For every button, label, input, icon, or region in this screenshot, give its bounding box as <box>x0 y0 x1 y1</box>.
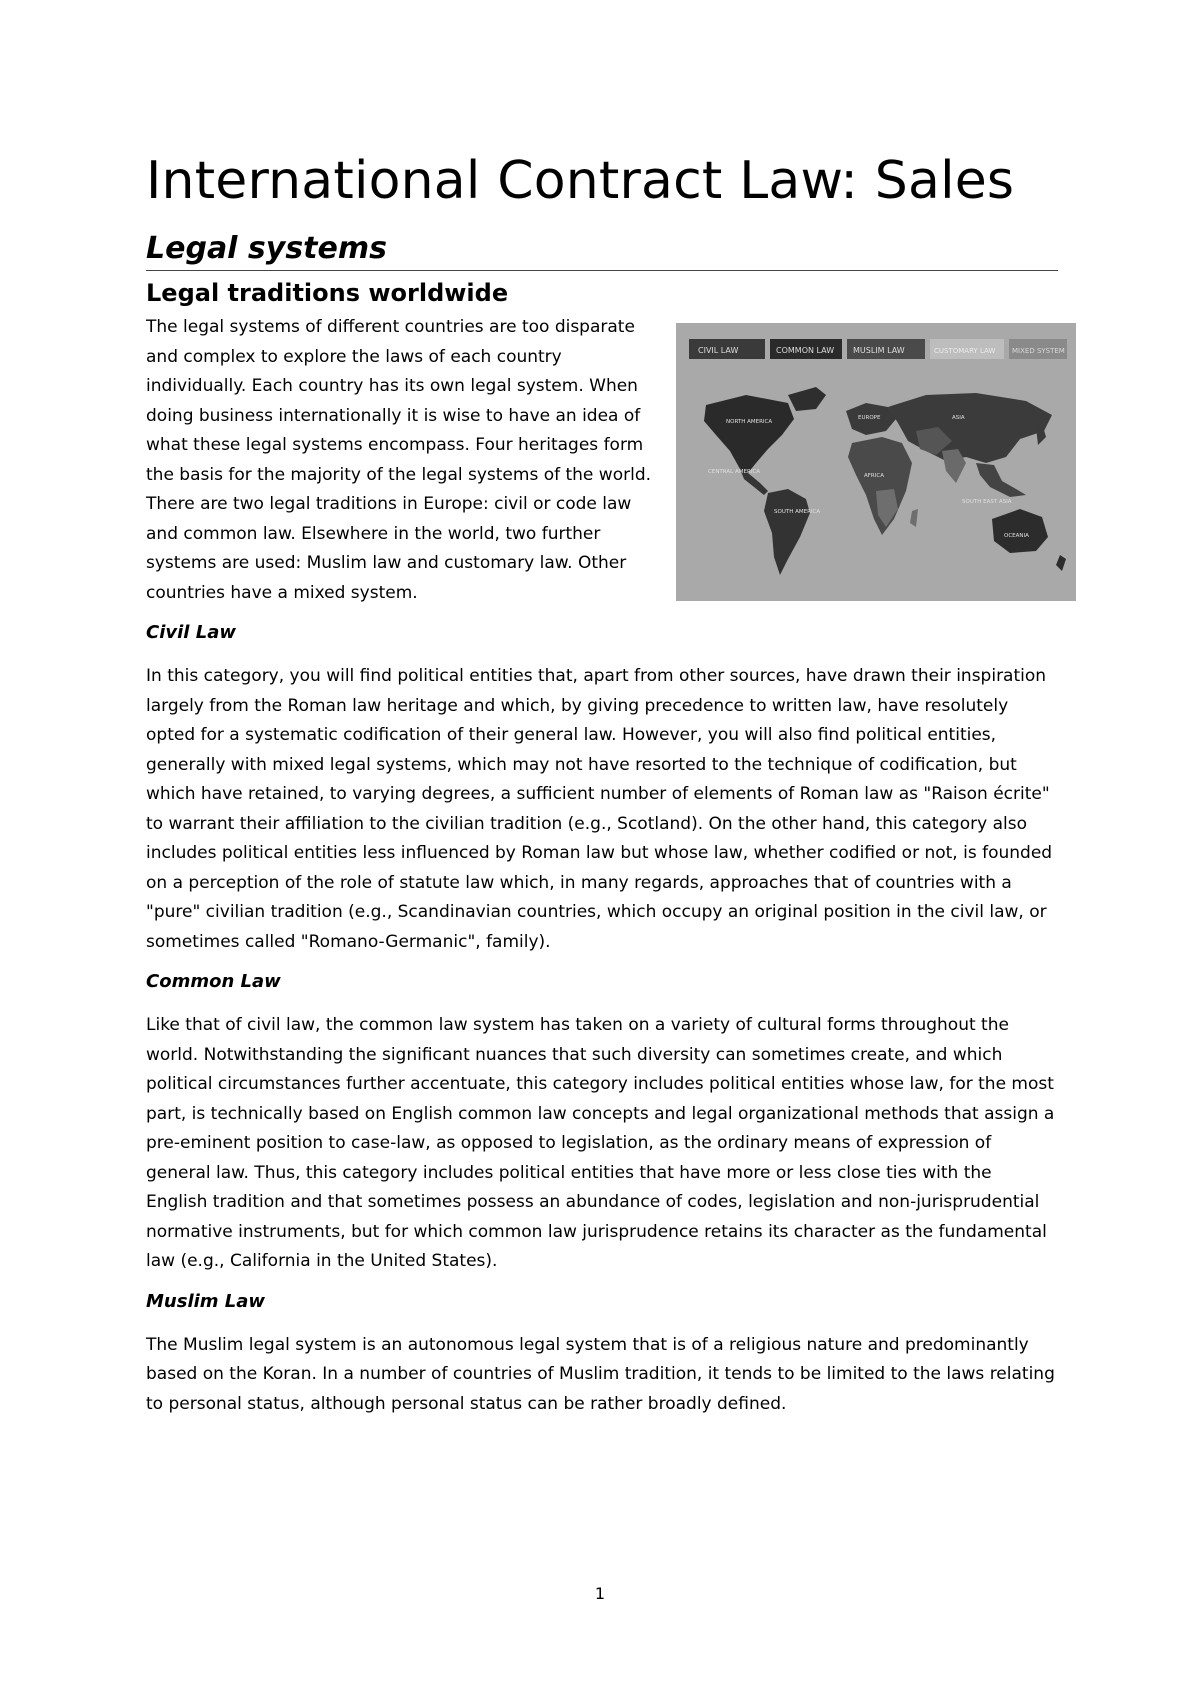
legend-civil-law: CIVIL LAW <box>698 346 739 355</box>
legend-common-law: COMMON LAW <box>776 346 835 355</box>
label-africa: AFRICA <box>864 473 884 479</box>
civil-law-paragraph: In this category, you will find political entities that, apart from other sources, have drawn their inspiration largely from the Roman law heritage and which, by giving precedence to written law, have resolutely opted for a systematic codification of their general law. However, you will also find political entities, generally with mixed legal systems, which may not have resorted to the technique of codification, but which have retained, to varying degrees, a sufficient number of elements of Roman law as "Raison écrite" to warrant their affiliation to the civilian tradition (e.g., Scotland). On the other hand, this category also includes political entities less influenced by Roman law but whose law, whether codified or not, is founded on a perception of the role of statute law which, in many regards, approaches that of countries with a "pure" civilian tradition (e.g., Scandinavian countries, which occupy an original position in the civil law, or sometimes called "Romano-Germanic", family). <box>146 666 1053 952</box>
label-central-america: CENTRAL AMERICA <box>708 469 760 475</box>
document-title: International Contract Law: Sales <box>146 151 1015 211</box>
label-oceania: OCEANIA <box>1004 533 1029 539</box>
civil-law-heading: Civil Law <box>146 622 236 643</box>
legend-mixed-system: MIXED SYSTEM <box>1012 347 1065 355</box>
legend-customary-law: CUSTOMARY LAW <box>934 347 996 355</box>
label-asia: ASIA <box>952 415 965 421</box>
document-subtitle: Legal systems <box>146 230 1058 271</box>
label-south-east-asia: SOUTH EAST ASIA <box>962 499 1012 505</box>
label-europe: EUROPE <box>858 415 881 421</box>
common-law-heading: Common Law <box>146 971 281 992</box>
muslim-law-paragraph: The Muslim legal system is an autonomous legal system that is of a religious nature and predominantly based on the Koran. In a number of countries of Muslim tradition, it tends to be limited to the laws relating to personal status, although personal status can be rather broadly defined. <box>146 1334 1055 1414</box>
legal-systems-world-map <box>676 323 1076 601</box>
page-content <box>146 150 1065 1419</box>
intro-paragraph: The legal systems of different countries are too disparate and complex to explore the laws of each country individually. Each country has its own legal system. When doing business internationally it is wise to have an idea of what these legal systems encompass. Four heritages form the basis for the majority of the legal systems of the world. There are two legal traditions in Europe: civil or code law and common law. Elsewhere in the world, two further systems are used: Muslim law and customary law. Other countries have a mixed system. <box>146 317 652 603</box>
muslim-law-heading: Muslim Law <box>146 1290 266 1312</box>
common-law-paragraph: Like that of civil law, the common law system has taken on a variety of cultural forms throughout the world. Notwithstanding the significant nuances that such diversity can sometimes create, and which political circumstances further accentuate, this category includes political entities whose law, for the most part, is technically based on English common law concepts and legal organizational methods that assign a pre-eminent position to case-law, as opposed to legislation, as the ordinary means of expression of general law. Thus, this category includes political entities that have more or less close ties with the English tradition and that sometimes possess an abundance of codes, legislation and non-jurisprudential normative instruments, but for which common law jurisprudence retains its character as the fundamental law (e.g., California in the United States). <box>146 1015 1055 1271</box>
label-north-america: NORTH AMERICA <box>726 419 773 425</box>
section-heading: Legal traditions worldwide <box>146 279 509 307</box>
map-legend <box>689 339 1067 359</box>
label-south-america: SOUTH AMERICA <box>774 509 821 515</box>
page-number: 1 <box>594 1584 606 1603</box>
legend-muslim-law: MUSLIM LAW <box>853 346 905 355</box>
